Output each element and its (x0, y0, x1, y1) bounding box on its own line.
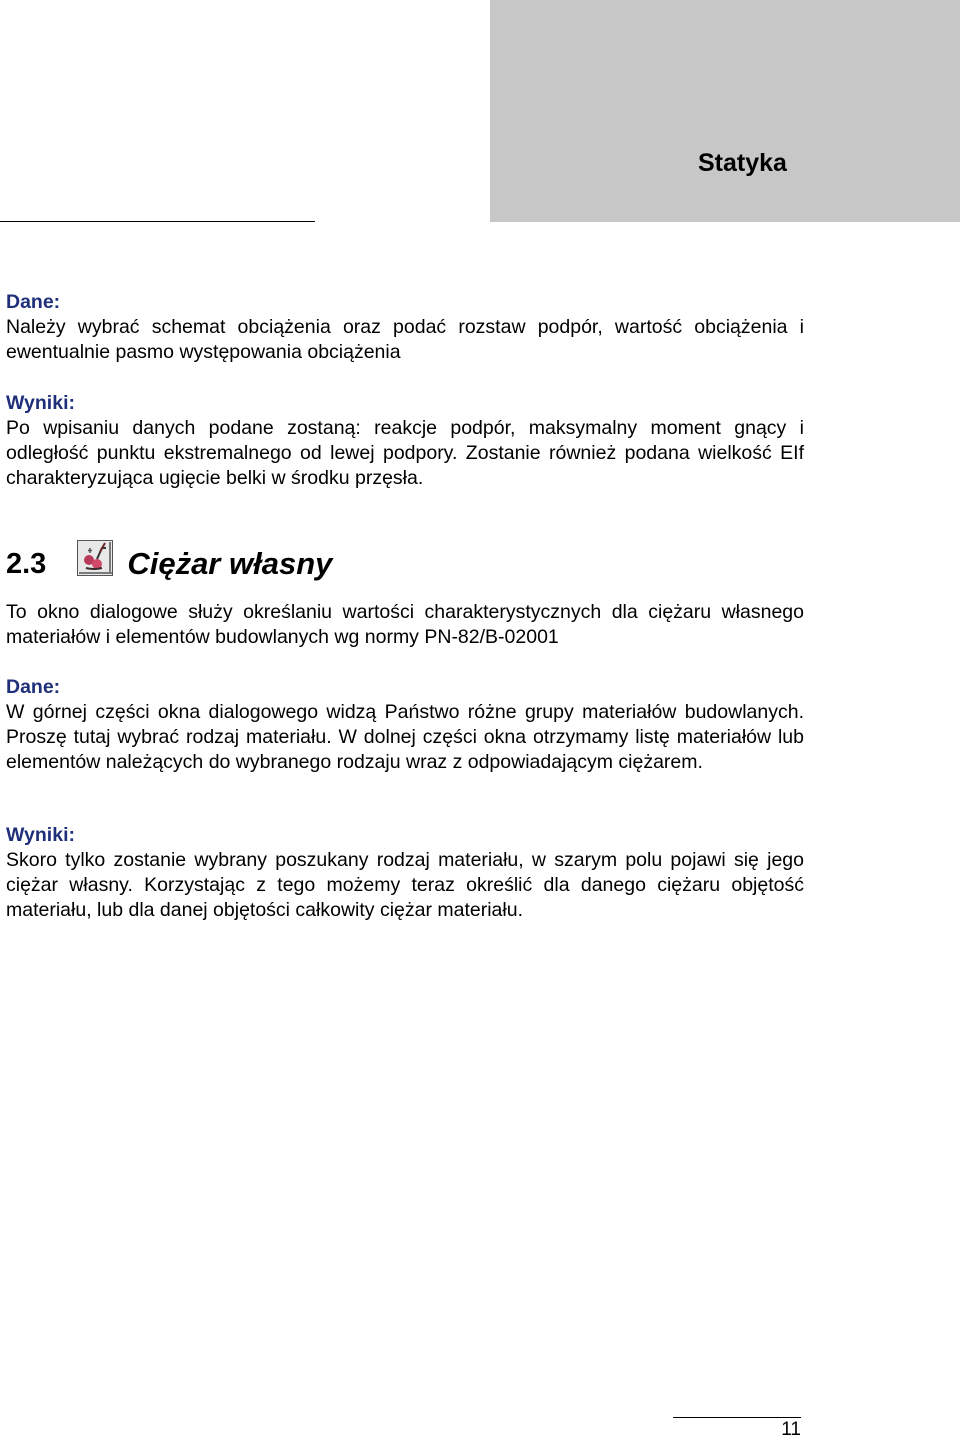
section-dane-block (6, 675, 804, 775)
section-number: 2.3 (6, 548, 47, 580)
wyniki-label: Wyniki: (6, 824, 75, 846)
dane-label: Dane: (6, 676, 61, 698)
section-heading (6, 542, 332, 586)
section-title: Ciężar własny (127, 546, 333, 581)
header-rule (0, 221, 315, 222)
dane-paragraph: Należy wybrać schemat obciążenia oraz podać rozstaw podpór, wartość obciążenia i ewentualnie pasmo występowania obciążenia (6, 316, 804, 363)
section-intro: To okno dialogowe służy określaniu wartości charakterystycznych dla ciężaru własnego materiałów i elementów budowlanych wg normy PN-82/B-02001 (6, 601, 804, 648)
page-header-title: Statyka (698, 149, 787, 177)
section-wyniki-block (6, 823, 804, 923)
wyniki-paragraph: Skoro tylko zostanie wybrany poszukany rodzaj materiału, w szarym polu pojawi się jego ciężar własny. Korzystając z tego możemy teraz określić dla danego ciężaru objętość materiału, lub dla danej objętości całkowity ciężar materiału. (6, 849, 804, 921)
page-number: 11 (781, 1419, 801, 1440)
wyniki-paragraph: Po wpisaniu danych podane zostaną: reakcje podpór, maksymalny moment gnący i odległość punktu ekstremalnego od lewej podpory. Zostanie również podana wielkość EIf charakteryzująca ugięcie belki w środku przęsła. (6, 417, 804, 489)
header-box (490, 0, 960, 222)
section-intro-block (6, 600, 804, 650)
dane-paragraph: W górnej części okna dialogowego widzą Państwo różne grupy materiałów budowlanych. Proszę tutaj wybrać rodzaj materiału. W dolnej części okna otrzymamy listę materiałów lub elementów należących do wybranego rodzaju wraz z odpowiadającym ciężarem. (6, 701, 804, 773)
weight-tool-icon (77, 540, 113, 576)
prev-dane-block (6, 290, 804, 365)
prev-wyniki-block (6, 391, 804, 491)
footer-rule (673, 1417, 801, 1418)
dane-label: Dane: (6, 291, 61, 313)
wyniki-label: Wyniki: (6, 392, 75, 414)
